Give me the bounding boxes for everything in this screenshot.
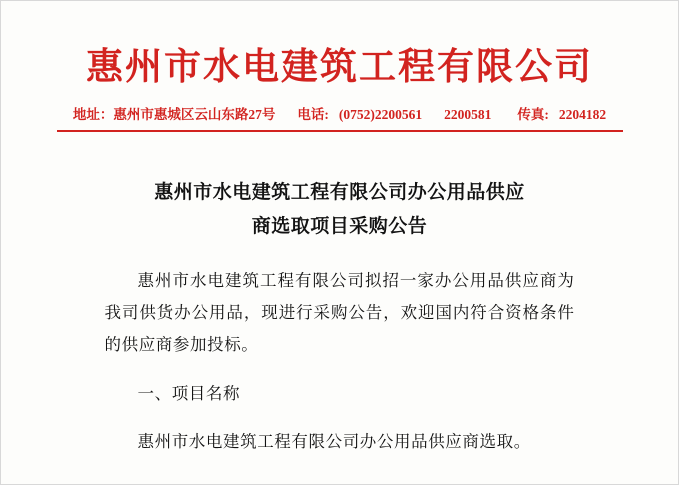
fax-label: 传真: <box>517 107 549 123</box>
phone-value: (0752)2200561 <box>338 107 423 123</box>
document-title <box>105 176 575 243</box>
contact-info-line <box>60 103 620 123</box>
section-heading-project-name: 一、项目名称 <box>137 383 241 403</box>
company-name: 惠州市水电建筑工程有限公司 <box>86 44 593 88</box>
document-title-line-2: 商选取项目采购公告 <box>251 214 428 237</box>
phone-value-secondary: 2200581 <box>444 107 492 123</box>
address-value: 惠州市惠城区云山东路27号 <box>113 107 276 123</box>
section-text-project-name: 惠州市水电建筑工程有限公司办公用品供应商选取。 <box>137 432 531 452</box>
phone-label: 电话: <box>297 107 329 123</box>
document-title-line-1: 惠州市水电建筑工程有限公司办公用品供应 <box>154 181 525 204</box>
intro-paragraph: 惠州市水电建筑工程有限公司拟招一家办公用品供应商为我司供货办公用品，现进行采购公告，欢迎国内符合资格条件的供应商参加投标。 <box>104 270 575 355</box>
document-body <box>105 132 575 458</box>
letterhead <box>1 1 678 132</box>
address-label: 地址： <box>72 107 114 123</box>
fax-value: 2204182 <box>558 107 607 123</box>
